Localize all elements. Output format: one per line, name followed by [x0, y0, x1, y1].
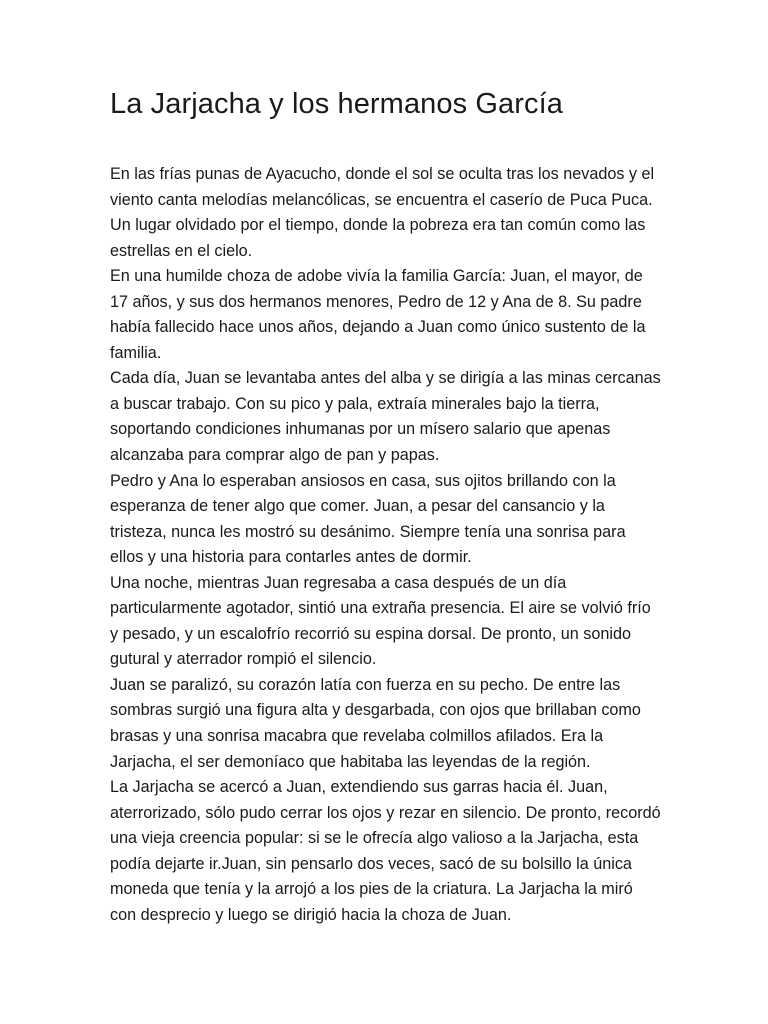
document-title: La Jarjacha y los hermanos García — [110, 88, 564, 120]
paragraph: Cada día, Juan se levantaba antes del alba y se dirigía a las minas cercanas a buscar trabajo. Con su pico y pala, extraía minerales bajo la tierra, soportando condiciones inhumanas por un mísero salario que apenas alcanzaba para comprar algo de pan y papas. — [110, 369, 661, 465]
paragraph: En las frías punas de Ayacucho, donde el sol se oculta tras los nevados y el viento canta melodías melancólicas, se encuentra el caserío de Puca Puca. Un lugar olvidado por el tiempo, donde la pobreza era tan común como las estrellas en el cielo. — [110, 165, 655, 260]
paragraph: Una noche, mientras Juan regresaba a casa después de un día particularmente agotador, sintió una extraña presencia. El aire se volvió frío y pesado, y un escalofrío recorrió su espina dorsal. De pronto, un sonido gutural y aterrador rompió el silencio. — [110, 573, 651, 669]
document-page — [110, 84, 662, 928]
paragraph: La Jarjacha se acercó a Juan, extendiendo sus garras hacia él. Juan, aterrorizado, sólo pudo cerrar los ojos y rezar en silencio. De pronto, recordó una vieja creencia popular: si se le ofrecía algo valioso a la Jarjacha, esta podía dejarte ir.Juan, sin pensarlo dos veces, sacó de su bolsillo la única moneda que tenía y la arrojó a los pies de la criatura. La Jarjacha la miró con desprecio y luego se dirigió hacia la choza de Juan. — [110, 778, 661, 924]
document-body — [110, 162, 662, 928]
paragraph: Pedro y Ana lo esperaban ansiosos en casa, sus ojitos brillando con la esperanza de tener algo que comer. Juan, a pesar del cansancio y la tristeza, nunca les mostró su desánimo. Siempre tenía una sonrisa para ellos y una historia para contarles antes de dormir. — [110, 471, 626, 567]
paragraph: En una humilde choza de adobe vivía la familia García: Juan, el mayor, de 17 años, y sus dos hermanos menores, Pedro de 12 y Ana de 8. Su padre había fallecido hace unos años, dejando a Juan como único sustento de la familia. — [110, 267, 646, 362]
paragraph: Juan se paralizó, su corazón latía con fuerza en su pecho. De entre las sombras surgió una figura alta y desgarbada, con ojos que brillaban como brasas y una sonrisa macabra que revelaba colmillos afilados. Era la Jarjacha, el ser demoníaco que habitaba las leyendas de la región. — [110, 675, 641, 771]
